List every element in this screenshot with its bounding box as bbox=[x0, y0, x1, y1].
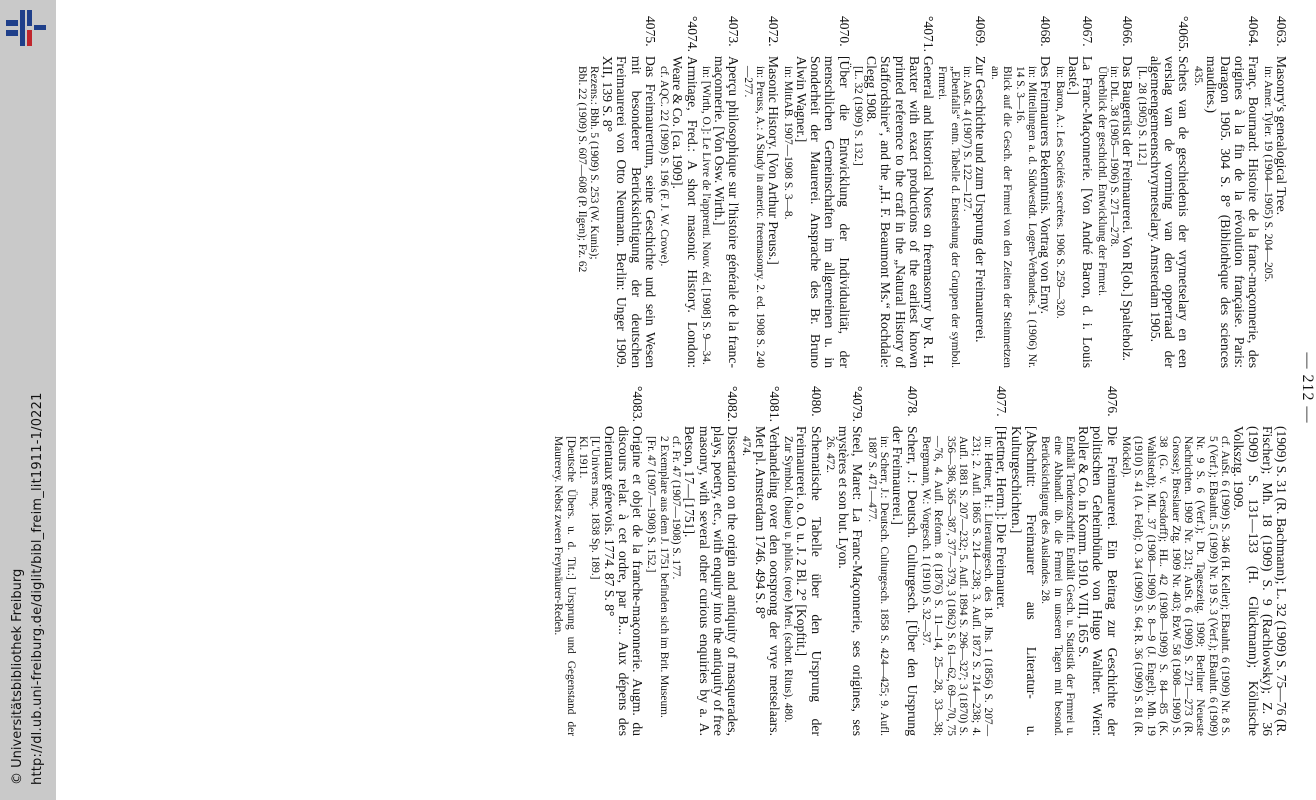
viewer-sidebar bbox=[0, 0, 56, 800]
copyright-notice: © Universitätsbibliothek Freiburg bbox=[10, 568, 25, 785]
page-number: — 212 — bbox=[1299, 352, 1316, 424]
bibliography-entry bbox=[1135, 16, 1190, 368]
entry-number: 4067. bbox=[1080, 16, 1096, 47]
entry-note: 26. 472. bbox=[824, 436, 837, 474]
entry-title: Des Freimaurers Bekenntnis. Vortrag von Erny. bbox=[1038, 56, 1054, 314]
entry-note: [Deutsche Übers. u. d. Tit.:] Ursprung und Gegenstand der Maurerey. Nebst zween Freymäurer-Reden. bbox=[552, 436, 577, 736]
entry-number: °4065. bbox=[1176, 16, 1192, 53]
entry-title: La Franc-Maçonnerie. [Von André Baron, d. i. Louis Dasté.] bbox=[1065, 56, 1096, 368]
entry-number: 4064. bbox=[1246, 16, 1262, 47]
entry-note: in: Amer. Tyler. 19 (1904—1905) S. 204—205. bbox=[1261, 66, 1274, 283]
entry-note: Überblick der geschichtl. Entwicklung der Frmrei. bbox=[1095, 66, 1108, 296]
entry-number: °4074. bbox=[684, 16, 700, 53]
entry-title: Scherr, J.: Deutsch. Culturgesch. [Über den Ursprung der Freimaurerei.] bbox=[890, 426, 920, 736]
bibliography-entry bbox=[989, 16, 1053, 368]
entry-title: Dissertation on the origin and antiquity of masquerades, plays, poetry, etc., with enquiry into the antiquity of free masonry, with several other curious enquiries by a. A. Betson, 17—[1751]. bbox=[682, 426, 740, 736]
entry-title: [Hettner, Herm.]: Die Freimaurer. bbox=[994, 426, 1010, 610]
entry-note: [L'Univers maç. 1838 Sp. 189.] bbox=[589, 436, 602, 580]
right-column bbox=[551, 386, 1288, 736]
entry-note: 474. bbox=[740, 436, 753, 456]
entry-title: Das Baugerüst der Freimaurerei. Von R[ob.] Spalteholz. bbox=[1120, 56, 1136, 361]
entry-title: Masonic History. [Von Arthur Preuss.] bbox=[766, 56, 782, 265]
entry-note: 435. bbox=[1191, 66, 1204, 86]
entry-number: °4083. bbox=[629, 386, 645, 423]
entry-title: [Über die Entwicklung der Individualität, der menschlichen Gemeinschaften im allgemeinen u. in Sonderheit der Maurerei. Ansprache des Br. Bruno Alwin Wagner.] bbox=[794, 56, 852, 368]
bibliography-entry bbox=[740, 386, 781, 736]
bibliography-entry bbox=[824, 386, 865, 736]
bibliography-entry bbox=[741, 16, 780, 368]
bibliography-entry bbox=[1261, 16, 1288, 368]
entry-note: cf. Fr. 47 (1907—1908) S. 177. bbox=[670, 436, 683, 580]
entry-note: in: Mitteilungen a. d. Südwestdt. Logen-Verbandes. 1 (1906) Nr. 14 S. 3—16. bbox=[1013, 66, 1039, 368]
bibliography-entry bbox=[552, 386, 644, 736]
bibliography-entry bbox=[700, 16, 741, 368]
bibliography-entry bbox=[1039, 386, 1119, 736]
entry-note: [Fr. 47 (1907—1908) S. 152.] bbox=[645, 436, 658, 573]
entry-note: in: Preuss, A.: A Study in americ. freemasonry. 2. ed. 1908 S. 240—277. bbox=[741, 66, 767, 368]
entry-note: Zur Symbol. (blaue) u. philos. (rote) Mrei. (schott. Ritus). 480. bbox=[782, 436, 795, 723]
bibliography-entry bbox=[782, 386, 823, 736]
bibliography-entry bbox=[865, 386, 918, 736]
bibliography-entry bbox=[852, 16, 935, 368]
entry-note: in: [Wirth, O.]: Le Livre de l'apprenti. Nouv. éd. [1908] S. 9—34. bbox=[700, 66, 713, 365]
entry-number: °4079. bbox=[850, 386, 866, 423]
scanned-page-view bbox=[56, 0, 1316, 800]
entry-note: in: Hettner, H.: Literaturgesch. des 18. Jhs. 1 (1856) S. 207—231; 2. Aufl. 1865 S. 214—238; 3. Aufl. 1872 S. 214—238; 4. Aufl. 1881 S. 207—232; 5. Aufl. 1894 S. 296—327; 3 (1870) S. 356—386, 365—387, 377—379, 3 (1862) S. 61—62, 69—70, 75—76, 4. Aufl. Reform. 8 (1876) S. 11—14, 25—28, 33—38; Bergmann, W.: Vorgesch. 1 (1910) S. 32—37. bbox=[920, 436, 995, 736]
entry-note: [L. 32 (1909) S. 132.] bbox=[852, 66, 865, 166]
entry-note: in: Baron, A.: Les Sociétés secrètes. 1906 S. 259—320. bbox=[1053, 66, 1066, 319]
entry-number: 4068. bbox=[1038, 16, 1054, 47]
bibliography-entry bbox=[1095, 16, 1134, 368]
entry-title: Armitage, Fred.: A short masonic History. London: Weare & Co. [ca. 1909]. bbox=[670, 56, 700, 368]
entry-number: °4082. bbox=[725, 386, 740, 423]
bibliography-entry bbox=[1009, 386, 1037, 736]
entry-number: 4075. bbox=[642, 16, 658, 47]
entry-note: cf. AQC. 22 (1909) S. 196 (F. J. W. Crowe). bbox=[658, 66, 671, 267]
entry-number: 4080. bbox=[808, 386, 824, 417]
entry-title: Die Freimaurerei. Ein Beitrag zur Geschichte der politischen Geheimbünde von Hugo Walther. Wien: Roller & Co. in Komm. 1910. VIII, 165 S. bbox=[1076, 426, 1120, 736]
entry-note: in: MittAB. 1907—1908 S. 3—8. bbox=[781, 66, 794, 220]
entry-number: 4073. bbox=[726, 16, 742, 47]
entry-note: Enthält Tendenzschrift. Enthält Gesch. u. Statistik der Frmrei u. eine Abhandl. üb. die Frmrei in unseren Tagen mit besond. Berücksichtigung des Auslandes. 28. bbox=[1039, 436, 1076, 736]
entry-title: General and historical Notes on freemasonry by R. H. Baxter with exact productions of the earliest known printed reference to the craft in the „Natural History of Staffordshire“, and the „H. F. Beaumont Ms.“ Rochdale: Clegg 1908. bbox=[864, 56, 937, 368]
entry-title: Steel, Maret: La Franc-Maçonnerie, ses origines, ses mystères et son but. Lyon. bbox=[836, 426, 866, 736]
entry-number: 4070. bbox=[836, 16, 852, 47]
entry-title: Origine et objet de la franche-maçonnerie. Augm. du discours relat. à cet ordre, par B... Aux dépens des Orientaux génevois. 1774. 87 S. 8° bbox=[601, 426, 645, 736]
bibliography-entry bbox=[658, 16, 699, 368]
document-url[interactable]: http://dl.ub.uni-freiburg.de/diglit/bibl_freim_lit1911-1/0221 bbox=[30, 392, 45, 785]
entry-note: in: Scherr, J.: Deutsch. Culturgesch. 1858 S. 424—425; 9. Aufl. 1887 S. 471—477. bbox=[865, 436, 891, 736]
rotated-page bbox=[306, 8, 1316, 768]
entry-note: 2 Exemplare aus dem J. 1751 befinden sich im Brit. Museum. bbox=[657, 436, 670, 718]
bibliography-entry bbox=[575, 16, 657, 368]
bibliography-entry bbox=[781, 16, 850, 368]
entry-note: in: AuSt. 4 (1907) S. 122—127. bbox=[961, 66, 974, 212]
entry-number: 4072. bbox=[766, 16, 782, 47]
entry-note: Blick auf die Gesch. der Frmrei von den Zeiten der Steinmetzen an. bbox=[988, 66, 1014, 368]
entry-number: °4081. bbox=[766, 386, 782, 423]
bibliography-entry bbox=[936, 16, 987, 368]
entry-title: Masonry's genealogical Tree. bbox=[1274, 56, 1289, 216]
bibliography-entry bbox=[1120, 386, 1288, 736]
entry-number: 4078. bbox=[904, 386, 920, 417]
university-logo-icon[interactable] bbox=[4, 8, 48, 48]
entry-number: 4077. bbox=[994, 386, 1010, 417]
entry-title: Zur Geschichte und zum Ursprung der Freimaurerei. bbox=[973, 56, 989, 343]
entry-title: (1909) S. 31 (R. Bachmann); L. 32 (1909) S. 75—76 (R. Fischer); Mh. 18 (1909) S. 9 (Rachlowsky); Z. 36 (1909) S. 131—133 (H. Glückmann); Kölnische Volksztg. 1909. bbox=[1231, 426, 1289, 736]
entry-note: Kl. 1911. bbox=[576, 436, 589, 479]
entry-title: Verhandeling over den oorsprong der vrye metselaars. Met pl. Amsterdam 1746. 494 S. 8° bbox=[752, 426, 782, 736]
entry-title: Aperçu philosophique sur l'histoire générale de la franc-maçonnerie. [Von Osw. Wirth.] bbox=[712, 56, 742, 368]
entry-title: Schets van de geschiedenis der vrymetselary en een verslag van de vorming van den opperraad der algemeengemeenschvrymetselary. Amsterdam 1905. bbox=[1147, 56, 1192, 368]
left-column bbox=[574, 16, 1288, 368]
entry-number: 4076. bbox=[1104, 386, 1120, 417]
entry-title: Franç. Bournard: Histoire de la franc-maçonnerie, des origines à la fin de la révolution française. Paris: Daragon 1905. 304 S. 8° (Bibliothèque des sciences maudites.) bbox=[1203, 56, 1262, 368]
entry-note: „Ebenfalls“ entn. Tabelle d. Entstehung der Gruppen der symbol. Frmrei. bbox=[936, 66, 961, 368]
bibliography-entry bbox=[1191, 16, 1260, 368]
bibliography-entry bbox=[645, 386, 739, 736]
entry-note: in: DtL. 38 (1905—1906) S. 271—278. bbox=[1107, 66, 1120, 247]
bibliography-entry bbox=[920, 386, 1009, 736]
entry-note: Bbl. 22 (1909) S. 607—608 (P. Ilgen); Fz. 62 bbox=[575, 66, 588, 273]
entry-note: Rezens.: Bbh. 5 (1909) S. 253 (W. Kunis); bbox=[587, 66, 600, 260]
entry-title: [Abschnitt: Freimaurer aus Literatur- u. Kulturgeschichten.] bbox=[1009, 426, 1039, 736]
entry-title: Das Freimaurertum, seine Geschichte und sein Wesen mit besonderer Berücksichtigung der deutschen Freimaurerei von Otto Neumann. Berlin: Unger 1909. XII, 139 S. 8° bbox=[600, 56, 658, 368]
entry-number: 4066. bbox=[1120, 16, 1136, 47]
bibliography-entry bbox=[1053, 16, 1094, 368]
entry-number: 4063. bbox=[1274, 16, 1289, 47]
entry-note: cf. AuSt. 6 (1909) S. 346 (H. Keller); EBauhtt. 6 (1909) Nr. 8 S. 5 (Verf.); EBauhtt. 5 (1909) Nr. 19 S. 3 (Verf.); EBauhtt. 6 (1909) Nr. 9 S. 6 (Verf.); Dt. Tageszeitg. 1909; Berliner Neueste Nachrichten. 1909 Nr. 231; AuSt. 6 (1909) S. 271—273 (R. Grosse); Breslauer Ztg. 1909 Nr. 403; BzW. 58 (1908—1909) S. 38 (G. v. Gersdorff); HL. 42 (1908—1909) S. 84—85 (K. Wahlstedt); ML. 37 (1908—1909) S. 8—9 (J. Engel); Mh. 19 (1910) S. 41 (A. Feld); O. 34 (1909) S. 64; R. 36 (1909) S. 81 (R. Möckel). bbox=[1119, 436, 1232, 736]
entry-number: °4071. bbox=[921, 16, 937, 53]
entry-note: [L. 28 (1905) S. 112.] bbox=[1135, 66, 1148, 166]
entry-title: Schematische Tabelle über den Ursprung der Freimaurerei. o. O. u. J. 2 Bl. 2° [Kopftit.] bbox=[794, 426, 824, 736]
entry-number: 4069. bbox=[973, 16, 989, 47]
